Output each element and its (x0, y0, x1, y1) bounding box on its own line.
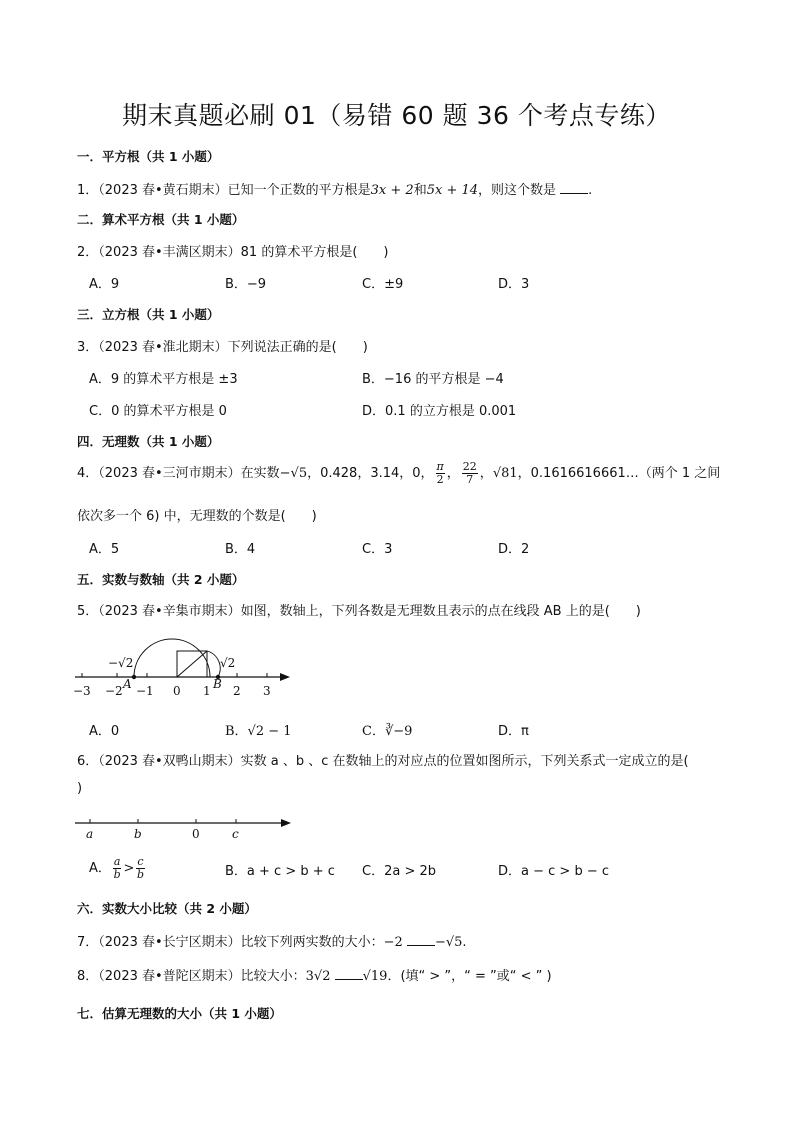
q4-option-c[interactable]: C．3 (362, 542, 393, 557)
answer-blank[interactable] (335, 967, 363, 980)
question-6-line-2: ) (77, 781, 83, 796)
point-a-label: A (123, 677, 132, 691)
label-sqrt2: √2 (220, 656, 236, 670)
q2-option-c[interactable]: C．±9 (362, 277, 404, 292)
expr-3x-plus-2: 3x + 2 (370, 183, 414, 198)
q3-option-c[interactable]: C．0 的算术平方根是 0 (89, 404, 227, 419)
section-heading: 一．平方根（共 1 小题） (77, 149, 220, 164)
question-5: 5．（2023 春•辛集市期末）如图，数轴上，下列各数是无理数且表示的点在线段 AB 上的是( ) (77, 604, 641, 619)
question-7: 7．（2023 春•长宁区期末）比较下列两实数的大小：−2 −√5. (77, 935, 467, 950)
q6-option-a[interactable]: A． $\frac{a}{b}$ > $\frac{c}{b}$ (89, 855, 144, 881)
answer-blank[interactable] (407, 933, 435, 946)
label-neg-sqrt2: −√2 (108, 656, 134, 670)
number-line-figure-q6 (70, 810, 300, 846)
tick-label: 2 (233, 684, 241, 698)
neg-sqrt-5: −√5 (279, 466, 308, 481)
axis-label-zero: 0 (192, 827, 200, 841)
q4-option-a[interactable]: A．5 (89, 542, 120, 557)
question-8: 8．（2023 春•普陀区期末）比较大小：3√2 √19．(填“ > ”，“ = ”或“ < ” ) (77, 969, 552, 984)
q4-option-d[interactable]: D．2 (498, 542, 530, 557)
axis-label-b: b (134, 827, 142, 841)
sqrt-81: √81 (492, 466, 518, 481)
tick-label: −3 (73, 684, 91, 698)
tick-label: 3 (263, 684, 271, 698)
question-6: 6．（2023 春•双鸭山期末）实数 a 、b 、c 在数轴上的对应点的位置如图所示，下列关系式一定成立的是( (77, 754, 689, 769)
question-2: 2．（2023 春•丰满区期末）81 的算术平方根是( ) (77, 245, 389, 260)
fraction-22-over-7: $\frac{22}{7}$ (462, 460, 477, 486)
expr-5x-plus-14: 5x + 14 (426, 183, 479, 198)
q5-option-d[interactable]: D．π (498, 724, 529, 739)
fraction-pi-over-2: $\frac{\pi}{2}$ (436, 460, 444, 486)
q3-option-b[interactable]: B．−16 的平方根是 −4 (362, 372, 504, 387)
question-1: 1．（2023 春•黄石期末）已知一个正数的平方根是3x + 2和5x + 14，则这个数是 . (77, 183, 593, 198)
axis-label-c: c (232, 827, 239, 841)
question-3: 3．（2023 春•淮北期末）下列说法正确的是( ) (77, 340, 368, 355)
q5-option-c[interactable]: C．∛−9 (362, 724, 413, 739)
q6-option-c[interactable]: C．2a > 2b (362, 864, 436, 879)
question-4-line-2: 依次多一个 6) 中，无理数的个数是( ) (77, 509, 317, 524)
point-b-label: B (213, 677, 222, 691)
q5-option-b[interactable]: B．√2 − 1 (225, 724, 292, 739)
q3-option-a[interactable]: A．9 的算术平方根是 ±3 (89, 372, 238, 387)
page-title: 期末真题必刷 01（易错 60 题 36 个考点专练） (122, 101, 671, 130)
q2-option-a[interactable]: A．9 (89, 277, 120, 292)
q2-option-d[interactable]: D．3 (498, 277, 530, 292)
number-line-figure-q5 (70, 625, 310, 705)
section-heading: 五．实数与数轴（共 2 小题） (77, 572, 245, 587)
q6-option-b[interactable]: B．a + c > b + c (225, 864, 335, 879)
section-heading: 三．立方根（共 1 小题） (77, 307, 220, 322)
tick-label: −1 (136, 684, 154, 698)
section-heading: 七．估算无理数的大小（共 1 小题） (77, 1006, 282, 1021)
answer-blank[interactable] (560, 181, 588, 194)
section-heading: 二．算术平方根（共 1 小题） (77, 212, 245, 227)
tick-label: −2 (105, 684, 123, 698)
q3-option-d[interactable]: D．0.1 的立方根是 0.001 (362, 404, 517, 419)
axis-label-a: a (86, 827, 94, 841)
q5-option-a[interactable]: A．0 (89, 724, 120, 739)
q2-option-b[interactable]: B．−9 (225, 277, 267, 292)
section-heading: 四．无理数（共 1 小题） (77, 434, 220, 449)
question-4: 4．（2023 春•三河市期末）在实数−√5，0.4̇2̇8̇，3.14，0， $\frac{\pi}{2}$ ， $\frac{22}{7}$ ，√81，0.1616616661…（两个 1 之间 (77, 460, 721, 486)
section-heading: 六．实数大小比较（共 2 小题） (77, 901, 257, 916)
q6-option-d[interactable]: D．a − c > b − c (498, 864, 609, 879)
tick-label: 1 (203, 684, 211, 698)
q4-option-b[interactable]: B．4 (225, 542, 256, 557)
tick-label: 0 (173, 684, 181, 698)
